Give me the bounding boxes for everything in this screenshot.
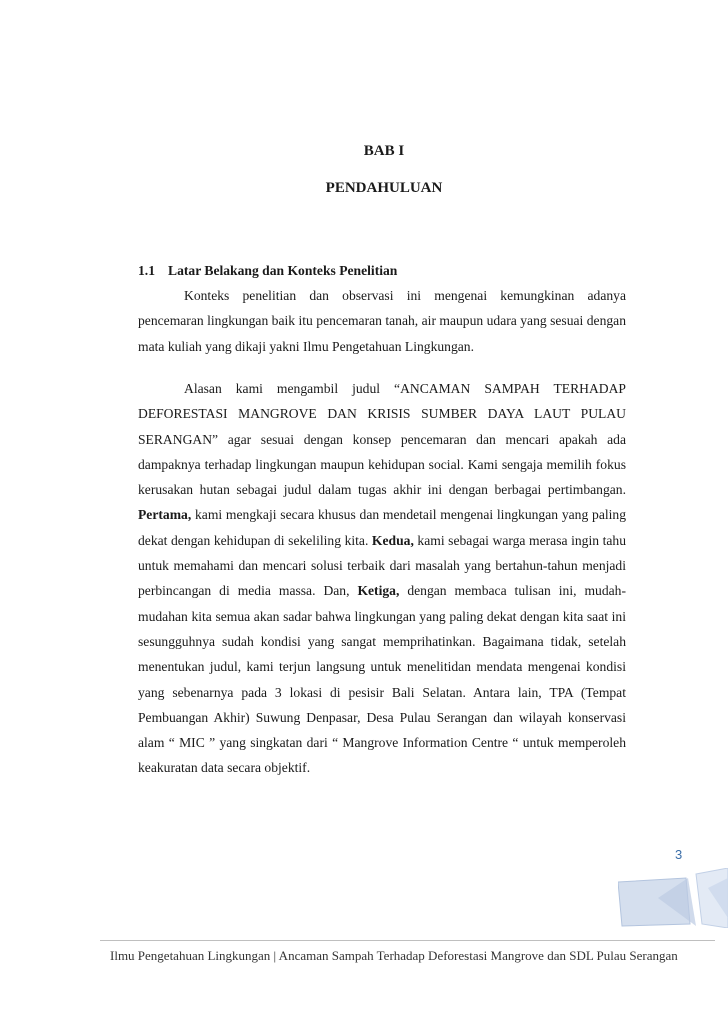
footer-text: Ilmu Pengetahuan Lingkungan | Ancaman Sampah Terhadap Deforestasi Mangrove dan SDL Pulau Serangan [110, 948, 678, 963]
section-number: 1.1 [138, 263, 155, 278]
paragraph-1-text: Konteks penelitian dan observasi ini mengenai kemungkinan adanya pencemaran lingkungan baik itu pencemaran tanah, air maupun udara yang sesuai dengan mata kuliah yang dikaji yakni Ilmu Pengetahuan Lingkungan. [138, 288, 626, 354]
chapter-label: BAB I [363, 143, 405, 159]
paragraph-2 [138, 376, 626, 781]
page-corner-decoration [618, 868, 728, 928]
paragraph-2-text-c: kami sebagai warga merasa ingin tahu untuk memahami dan mencari solusi terbaik dari masalah yang bertahun-tahun menjadi perbincangan di media massa. Dan, [138, 532, 626, 599]
section-heading [138, 263, 397, 279]
emphasis-second: Kedua, [371, 532, 414, 548]
paragraph-1 [138, 283, 626, 359]
paragraph-2-text-d: dengan membaca tulisan ini, mudah-mudahan kita semua akan sadar bahwa lingkungan yang paling dekat dengan kita saat ini sesungguhnya sudah kondisi yang sangat memprihatinkan. Bagaimana tidak, setelah menentukan judul, kami terjun langsung untuk menelitidan mendata mengenai kondisi yang sebenarnya pada 3 lokasi di pesisir Bali Selatan. Antara lain, TPA (Tempat Pembuangan Akhir) Suwung Denpasar, Desa Pulau Serangan dan wilayah konservasi alam “ MIC ” yang singkatan dari “ Mangrove Information Centre “ untuk memperoleh keakuratan data secara objektif. [138, 583, 626, 776]
emphasis-third: Ketiga, [357, 583, 400, 599]
emphasis-first: Pertama, [138, 507, 192, 523]
page-number: 3 [675, 847, 683, 862]
footer-divider [100, 940, 715, 941]
paragraph-2-text-a: Alasan kami mengambil judul “ANCAMAN SAMPAH TERHADAP DEFORESTASI MANGROVE DAN KRISIS SUMBER DAYA LAUT PULAU SERANGAN” agar sesuai dengan konsep pencemaran dan mencari apakah ada dampaknya terhadap lingkungan maupun kehidupan social. Kami sengaja memilih fokus kerusakan hutan sebagai judul dalam tugas akhir ini dengan berbagai pertimbangan. [138, 381, 626, 498]
paragraph-2-text-b: kami mengkaji secara khusus dan mendetail mengenai lingkungan yang paling dekat dengan kehidupan di sekeliling kita. [138, 507, 626, 548]
chapter-title: PENDAHULUAN [325, 180, 443, 196]
section-title: Latar Belakang dan Konteks Penelitian [168, 263, 398, 278]
